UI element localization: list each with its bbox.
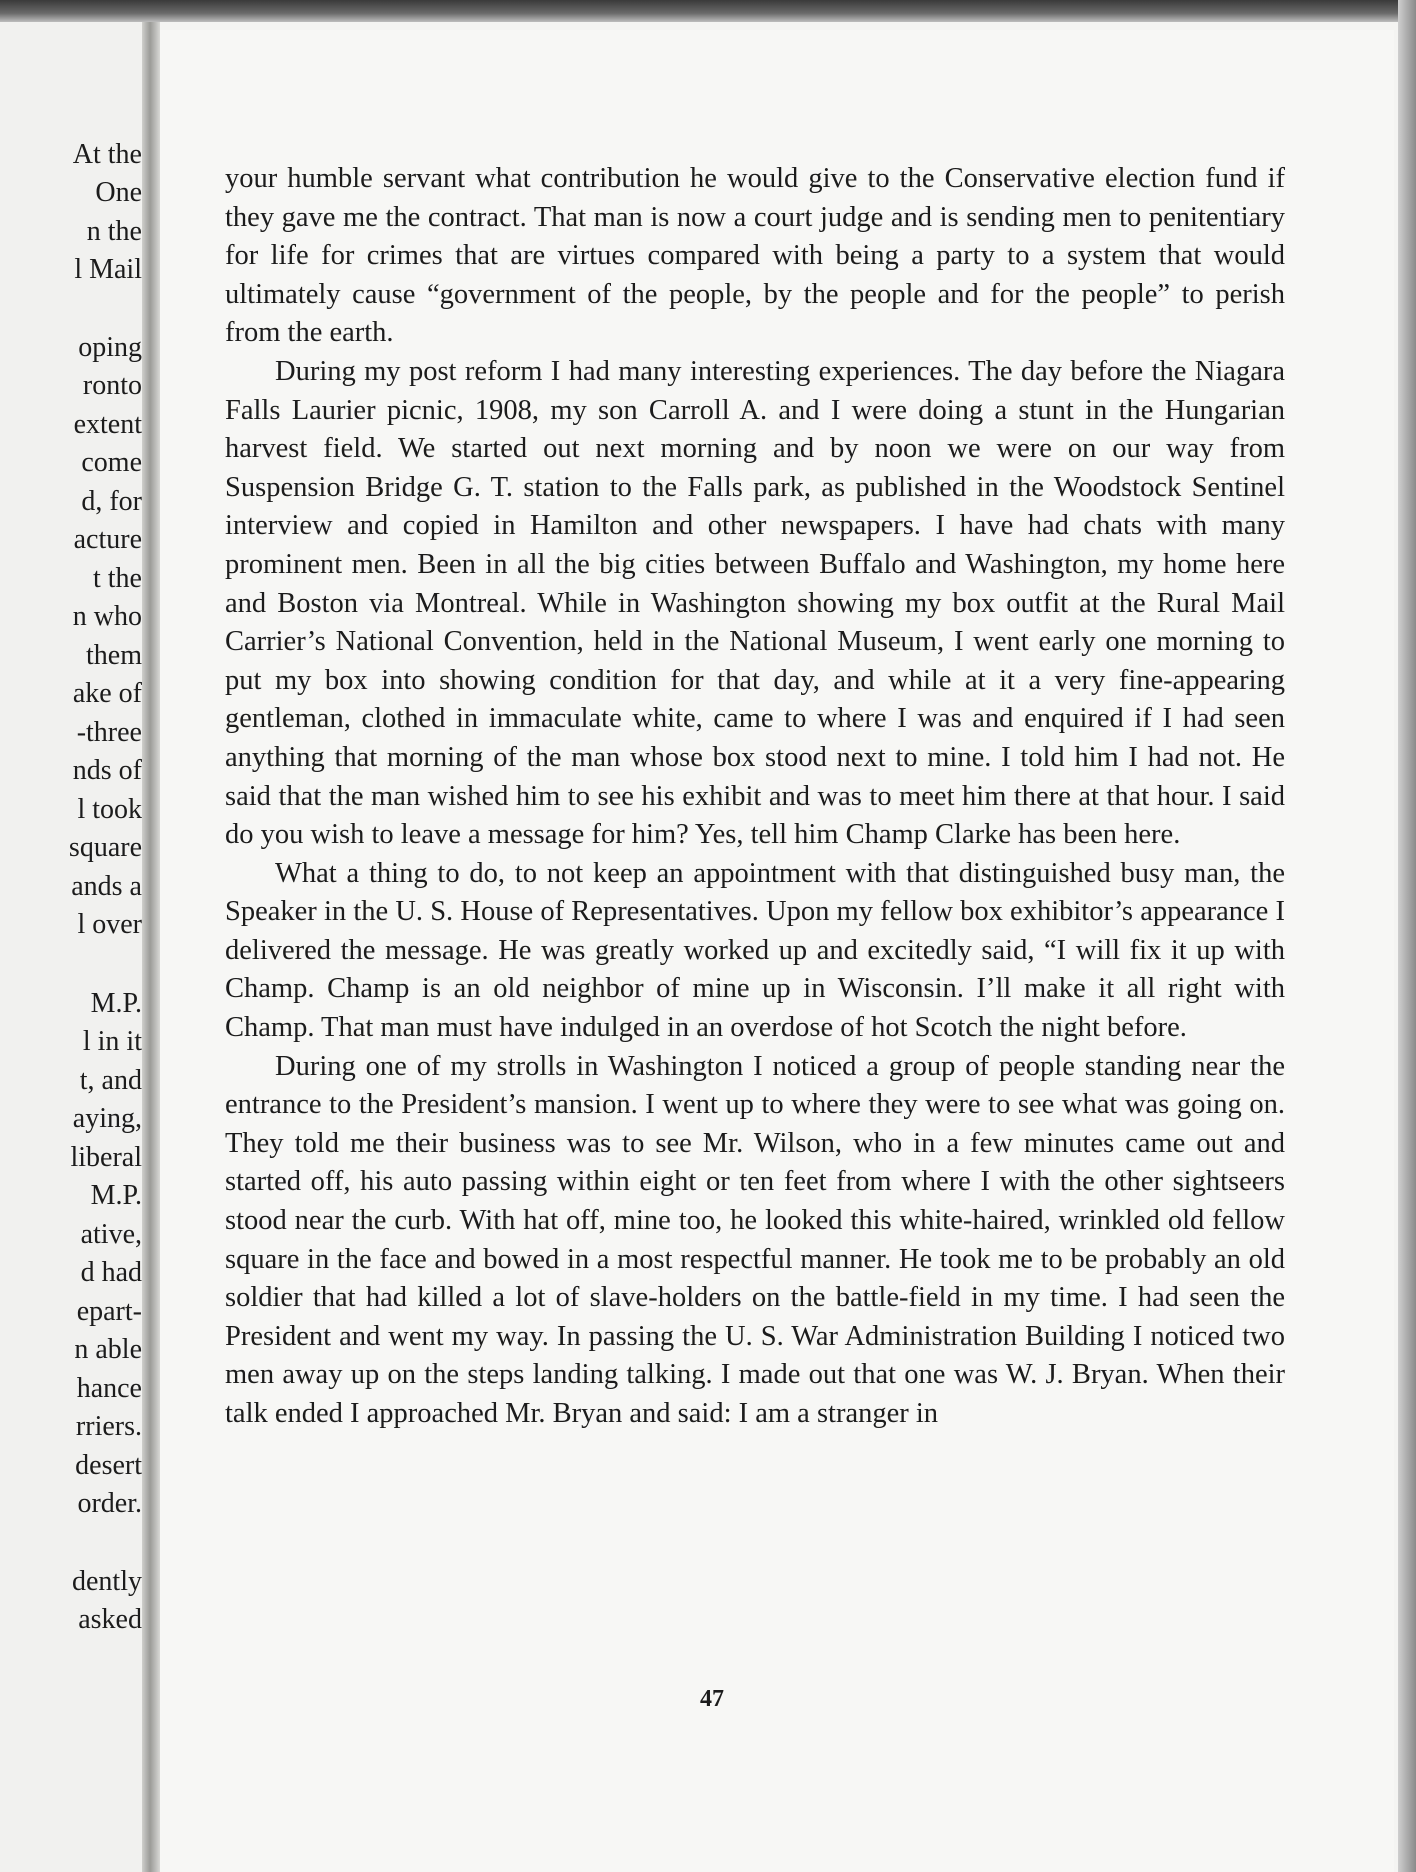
facing-page-line: l took <box>77 794 142 825</box>
paragraph-4: During one of my strolls in Washington I noticed a group of people standing near the entrance to the President’s mansion. I went up to where they were to see what was going on. They told me their business was to see Mr. Wilson, who in a few minutes came out and started off, his auto passing within eight or ten feet from where I with the other sightseers stood near the curb. With hat off, mine too, he looked this white-haired, wrinkled old fellow square in the face and bowed in a most respectful manner. He took me to be probably an old soldier that had killed a lot of slave-holders on the battle-field in my time. I had seen the President and went my way. In passing the U. S. War Administration Building I noticed two men away up on the steps landing talking. I made out that one was W. J. Bryan. When their talk ended I approached Mr. Bryan and said: I am a stranger in <box>225 1050 1285 1429</box>
facing-page-line: dently <box>72 1566 142 1597</box>
facing-page-line: At the <box>72 139 142 170</box>
book-gutter <box>142 22 160 1872</box>
facing-page-line: nds of <box>72 755 142 786</box>
facing-page-line: oping <box>78 332 142 363</box>
scan-top-shadow <box>0 0 1416 22</box>
facing-page-line: ronto <box>82 370 142 401</box>
facing-page-line: liberal <box>70 1142 142 1173</box>
facing-page-line: ake of <box>72 678 142 709</box>
facing-page-line: M.P. <box>90 988 142 1019</box>
facing-page-line: t, and <box>79 1065 142 1096</box>
facing-page-line: -three <box>76 717 142 748</box>
paragraph-1: your humble servant what contribution he would give to the Conservative election fund if they gave me the contract. That man is now a court judge and is sending men to penitentiary for life for crimes that are virtues compared with being a party to a system that would ultimately cause “government of the people, by the people and for the people” to perish from the earth. <box>225 163 1285 349</box>
facing-page-line: hance <box>76 1373 142 1404</box>
facing-page-line: n who <box>72 601 142 632</box>
facing-page-line: d, for <box>81 486 142 517</box>
facing-page-line: come <box>81 447 142 478</box>
facing-page-fragment <box>0 22 142 1872</box>
facing-page-line: them <box>86 640 142 671</box>
facing-page-line: l over <box>77 909 142 940</box>
facing-page-line: epart- <box>76 1296 142 1327</box>
facing-page-line: square <box>68 832 142 863</box>
facing-page-line: asked <box>78 1604 142 1635</box>
facing-page-line: extent <box>73 409 142 440</box>
facing-page-line: n able <box>74 1334 142 1365</box>
facing-page-line: ative, <box>80 1219 142 1250</box>
facing-page-line: n the <box>86 216 142 247</box>
paragraph-3: What a thing to do, to not keep an appointment with that distinguished busy man, the Speaker in the U. S. House of Representatives. Upon my fellow box exhibitor’s appearance I delivered the message. He was greatly worked up and excitedly said, “I will fix it up with Champ. Champ is an old neighbor of mine up in Wisconsin. I’ll make it all right with Champ. That man must have indulged in an overdose of hot Scotch the night before. <box>225 857 1285 1044</box>
scan-right-edge <box>1398 0 1416 1872</box>
facing-page-line: aying, <box>72 1103 142 1134</box>
facing-page-line: One <box>95 177 142 208</box>
facing-page-line: rriers. <box>75 1411 142 1442</box>
facing-page-line: M.P. <box>90 1180 142 1211</box>
facing-page-line: order. <box>77 1488 142 1519</box>
facing-page-line: t the <box>93 563 142 594</box>
page-body-text <box>225 160 1285 1434</box>
facing-page-line: acture <box>73 524 142 555</box>
facing-page-line: l in it <box>82 1026 142 1057</box>
page-number: 47 <box>700 1686 724 1712</box>
facing-page-line: ands a <box>71 871 142 902</box>
facing-page-line: desert <box>75 1450 142 1481</box>
facing-page-line: l Mail <box>74 254 142 285</box>
facing-page-line: d had <box>80 1257 142 1288</box>
paragraph-2: During my post reform I had many interesting experiences. The day before the Niagara Falls Laurier picnic, 1908, my son Carroll A. and I were doing a stunt in the Hungarian harvest field. We started out next morning and by noon we were on our way from Suspension Bridge G. T. station to the Falls park, as published in the Woodstock Sentinel interview and copied in Hamilton and other newspapers. I have had chats with many prominent men. Been in all the big cities between Buffalo and Washington, my home here and Boston via Montreal. While in Washington showing my box outfit at the Rural Mail Carrier’s National Convention, held in the National Museum, I went early one morning to put my box into showing condition for that day, and while at it a very fine-appearing gentleman, clothed in immaculate white, came to where I was and enquired if I had seen anything that morning of the man whose box stood next to mine. I told him I had not. He said that the man wished him to see his exhibit and was to meet him there at that hour. I said do you wish to leave a message for him? Yes, tell him Champ Clarke has been here. <box>225 355 1285 851</box>
